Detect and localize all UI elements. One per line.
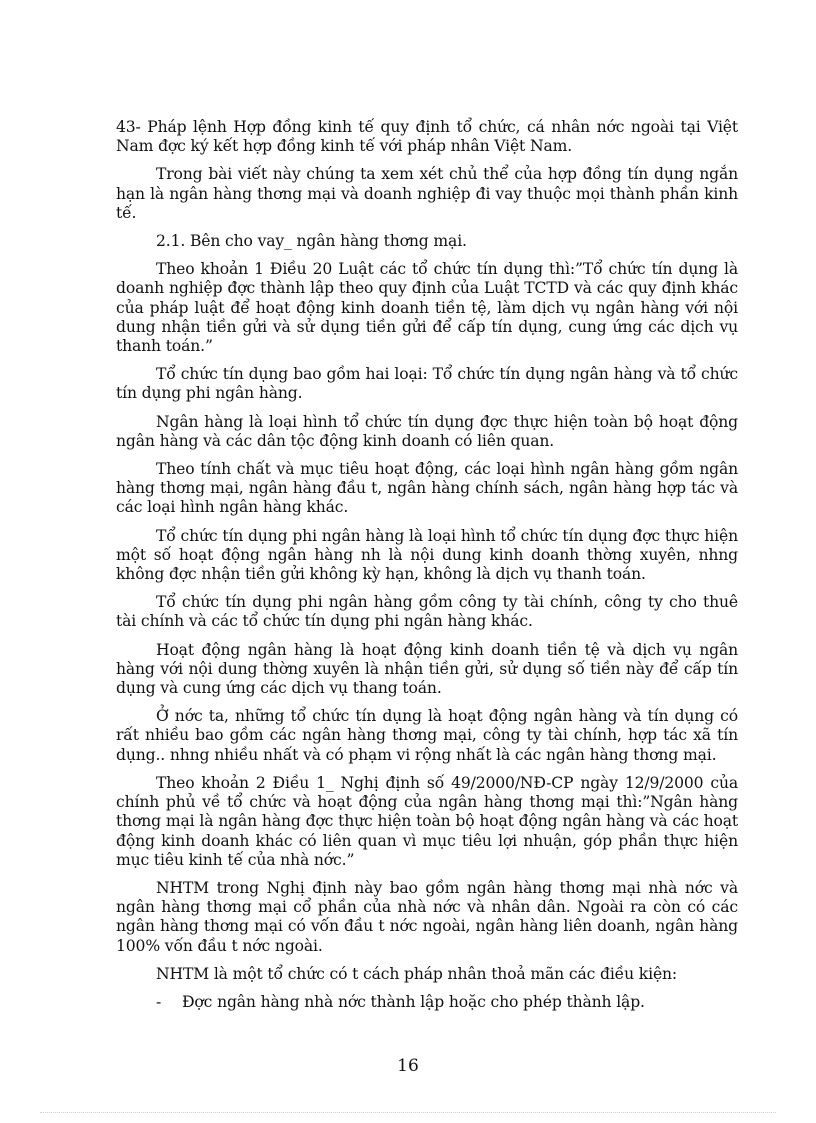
list-marker: - <box>156 992 162 1011</box>
document-body <box>116 118 738 1021</box>
paragraph-2: Trong bài viết này chúng ta xem xét chủ thể của hợp đồng tín dụng ngắn hạn là ngân hàng thơng mại và doanh nghiệp đi vay thuộc mọi thành phần kinh tế. <box>116 165 738 222</box>
list-item <box>116 993 738 1012</box>
paragraph-3: Theo khoản 1 Điều 20 Luật các tổ chức tín dụng thì:”Tổ chức tín dụng là doanh nghiệp đợc thành lập theo quy định của Luật TCTD và các quy định khác của pháp luật để hoạt động kinh doanh tiền tệ, làm dịch vụ ngân hàng với nội dung nhận tiền gửi và sử dụng tiền gửi để cấp tín dụng, cung ứng các dịch vụ thanh toán.” <box>116 260 738 356</box>
footer-divider <box>40 1112 776 1113</box>
paragraph-4: Tổ chức tín dụng bao gồm hai loại: Tổ chức tín dụng ngân hàng và tổ chức tín dụng phi ngân hàng. <box>116 365 738 403</box>
paragraph-6: Theo tính chất và mục tiêu hoạt động, các loại hình ngân hàng gồm ngân hàng thơng mại, ngân hàng đầu t, ngân hàng chính sách, ngân hàng hợp tác và các loại hình ngân hàng khác. <box>116 460 738 517</box>
page-number: 16 <box>397 1056 419 1076</box>
paragraph-1: 43- Pháp lệnh Hợp đồng kinh tế quy định tổ chức, cá nhân nớc ngoài tại Việt Nam đợc ký kết hợp đồng kinh tế với pháp nhân Việt Nam. <box>116 118 738 156</box>
paragraph-8: Tổ chức tín dụng phi ngân hàng gồm công ty tài chính, công ty cho thuê tài chính và các tổ chức tín dụng phi ngân hàng khác. <box>116 593 738 631</box>
paragraph-13: NHTM là một tổ chức có t cách pháp nhân thoả mãn các điều kiện: <box>156 964 678 983</box>
paragraph-10: Ở nớc ta, những tổ chức tín dụng là hoạt động ngân hàng và tín dụng có rất nhiều bao gồm các ngân hàng thơng mại, công ty tài chính, hợp tác xã tín dụng.. nhng nhiều nhất và có phạm vi rộng nhất là các ngân hàng thơng mại. <box>116 707 738 764</box>
section-heading: 2.1. Bên cho vay_ ngân hàng thơng mại. <box>156 232 467 251</box>
paragraph-9: Hoạt động ngân hàng là hoạt động kinh doanh tiền tệ và dịch vụ ngân hàng với nội dung thờng xuyên là nhận tiền gửi, sử dụng số tiền này để cấp tín dụng và cung ứng các dịch vụ thang toán. <box>116 640 738 698</box>
paragraph-5: Ngân hàng là loại hình tổ chức tín dụng đợc thực hiện toàn bộ hoạt động ngân hàng và các dân tộc động kinh doanh có liên quan. <box>116 412 738 450</box>
paragraph-12: NHTM trong Nghị định này bao gồm ngân hàng thơng mại nhà nớc và ngân hàng thơng mại cổ phần của nhà nớc và nhân dân. Ngoài ra còn có các ngân hàng thơng mại có vốn đầu t nớc ngoài, ngân hàng liên doanh, ngân hàng 100% vốn đầu t nớc ngoài. <box>116 878 738 955</box>
paragraph-11: Theo khoản 2 Điều 1_ Nghị định số 49/2000/NĐ-CP ngày 12/9/2000 của chính phủ về tổ chức và hoạt động của ngân hàng thơng mại thì:”Ngân hàng thơng mại là ngân hàng đợc thực hiện toàn bộ hoạt động ngân hàng và các hoạt động kinh doanh khác có liên quan vì mục tiêu lợi nhuận, góp phần thực hiện mục tiêu kinh tế của nhà nớc.” <box>116 773 738 869</box>
paragraph-7: Tổ chức tín dụng phi ngân hàng là loại hình tổ chức tín dụng đợc thực hiện một số hoạt động ngân hàng nh là nội dung kinh doanh thờng xuyên, nhng không đợc nhận tiền gửi không kỳ hạn, không là dịch vụ thanh toán. <box>116 526 738 584</box>
list-item-text: Đợc ngân hàng nhà nớc thành lập hoặc cho phép thành lập. <box>182 992 645 1011</box>
